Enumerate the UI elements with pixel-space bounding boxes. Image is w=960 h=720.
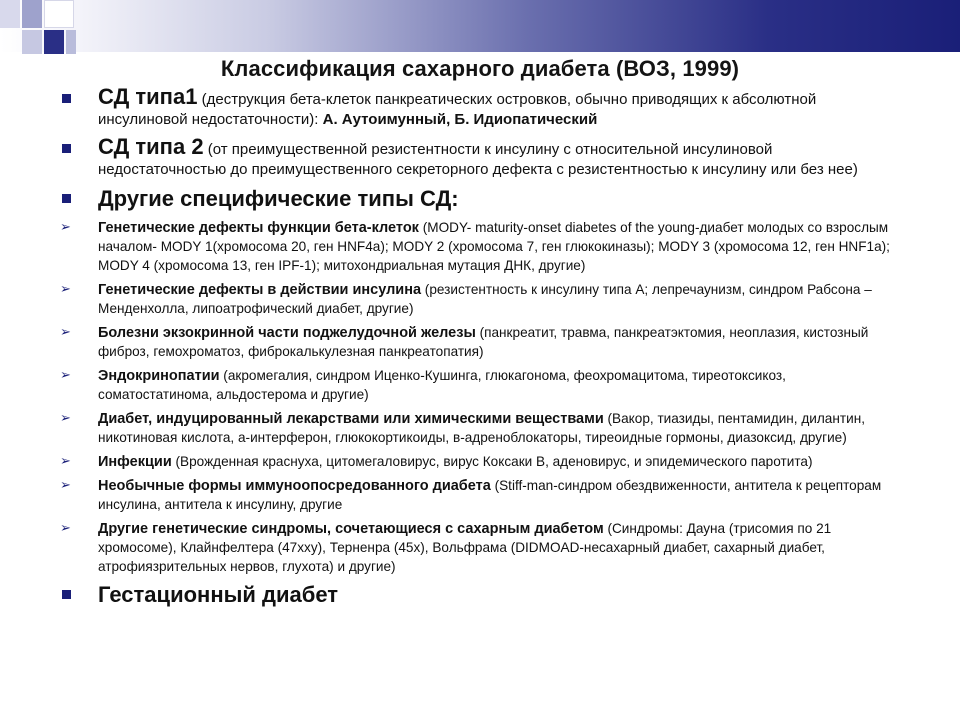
item-subtypes: А. Аутоимунный, Б. Идиопатический [322, 111, 598, 128]
arrow-bullet-icon: ➢ [60, 520, 71, 535]
sub-item-heading: Болезни экзокринной части поджелудочной железы [98, 325, 476, 341]
arrow-bullet-icon: ➢ [60, 453, 71, 468]
list-item-gestational [58, 582, 903, 608]
decor-square [0, 0, 20, 28]
decor-square [22, 30, 42, 54]
arrow-bullet-icon: ➢ [60, 219, 71, 234]
sub-item [58, 409, 903, 447]
sub-item-description: (Stiff-man-синдром обездвиженности, антитела к рецепторам инсулина, антитела к инсулину, другие [98, 478, 882, 512]
item-heading: Гестационный диабет [98, 582, 339, 607]
sub-item-description: (резистентность к инсулину типа А; лепречаунизм, синдром Рабсона –Менденхолла, липоатрофический диабет, другие) [98, 282, 872, 316]
square-bullet-icon [62, 144, 71, 153]
sub-item-description: (Вакор, тиазиды, пентамидин, дилантин, никотиновая кислота, а-интерферон, глюкокортикоиды, в-адреноблокаторы, тиреоидные гормоны, диазоксид, другие) [98, 411, 865, 445]
item-heading: Другие специфические типы СД: [98, 186, 459, 211]
decor-square [44, 0, 74, 28]
arrow-bullet-icon: ➢ [60, 367, 71, 382]
sub-item-heading: Необычные формы иммуноопосредованного диабета [98, 478, 491, 494]
sub-item-heading: Генетические дефекты в действии инсулина [98, 282, 422, 298]
decor-square [44, 30, 64, 54]
sub-item [58, 519, 903, 576]
item-description: (деструкция бета-клеток панкреатических островков, обычно приводящих к абсолютной инсулиновой недостаточности): [98, 91, 817, 128]
arrow-bullet-icon: ➢ [60, 324, 71, 339]
sub-item [58, 452, 903, 471]
sub-item-heading: Эндокринопатии [98, 368, 220, 384]
square-bullet-icon [62, 194, 71, 203]
item-heading: СД типа 2 [98, 134, 204, 159]
square-bullet-icon [62, 94, 71, 103]
sub-item [58, 323, 903, 361]
sub-item [58, 280, 903, 318]
item-description: (от преимущественной резистентности к инсулину с относительной инсулиновой недостаточностью до преимущественного секреторного дефекта с резистентностью к инсулину или без нее) [98, 141, 858, 178]
sub-item-heading: Генетические дефекты функции бета-клеток [98, 220, 419, 236]
list-item-type2 [58, 136, 903, 180]
sub-item-heading: Другие генетические синдромы, сочетающиеся с сахарным диабетом [98, 521, 604, 537]
slide-content [58, 86, 903, 614]
decor-square [22, 0, 42, 28]
item-heading: СД типа1 [98, 84, 198, 109]
arrow-bullet-icon: ➢ [60, 281, 71, 296]
sub-item-description: (панкреатит, травма, панкреатэктомия, неоплазия, кистозный фиброз, гемохроматоз, фиброкалькулезная панкреатопатия) [98, 325, 869, 359]
arrow-bullet-icon: ➢ [60, 477, 71, 492]
sub-list [58, 218, 903, 576]
sub-item-description: (Врожденная краснуха, цитомегаловирус, вирус Коксаки В, аденовирус, и эпидемического паротита) [171, 454, 813, 469]
square-bullet-icon [62, 590, 71, 599]
arrow-bullet-icon: ➢ [60, 410, 71, 425]
slide-title: Классификация сахарного диабета (ВОЗ, 1999) [220, 56, 740, 81]
sub-item-description: (акромегалия, синдром Иценко-Кушинга, глюкагонома, феохромацитома, тиреотоксикоз, соматостатинома, альдостерома и другие) [98, 368, 786, 402]
sub-item-heading: Диабет, индуцированный лекарствами или химическими веществами [98, 411, 604, 427]
sub-item-description: (MODY- maturity-onset diabetes of the young-диабет молодых со взрослым началом- MODY 1(хромосома 20, ген HNF4a); MODY 2 (хромосома 7, ген глюкокиназы); MODY 3 (хромосома 12, ген HNF1a); MODY 4 (хромосома 13, ген IPF-1); митохондриальная мутация ДНК, другие) [98, 220, 890, 273]
list-item-other-types [58, 186, 903, 212]
sub-item [58, 218, 903, 275]
header-decoration [0, 0, 960, 52]
sub-item [58, 366, 903, 404]
list-item-type1 [58, 86, 903, 130]
sub-item-description: (Синдромы: Дауна (трисомия по 21 хромосоме), Клайнфелтера (47ххy), Терненра (45х), Вольфрама (DIDMOAD-несахарный диабет, сахарный диабет, атрофиязрительных нервов, глухота) и другие) [98, 521, 832, 574]
sub-item-heading: Инфекции [98, 454, 172, 470]
decor-square [66, 30, 76, 54]
sub-item [58, 476, 903, 514]
